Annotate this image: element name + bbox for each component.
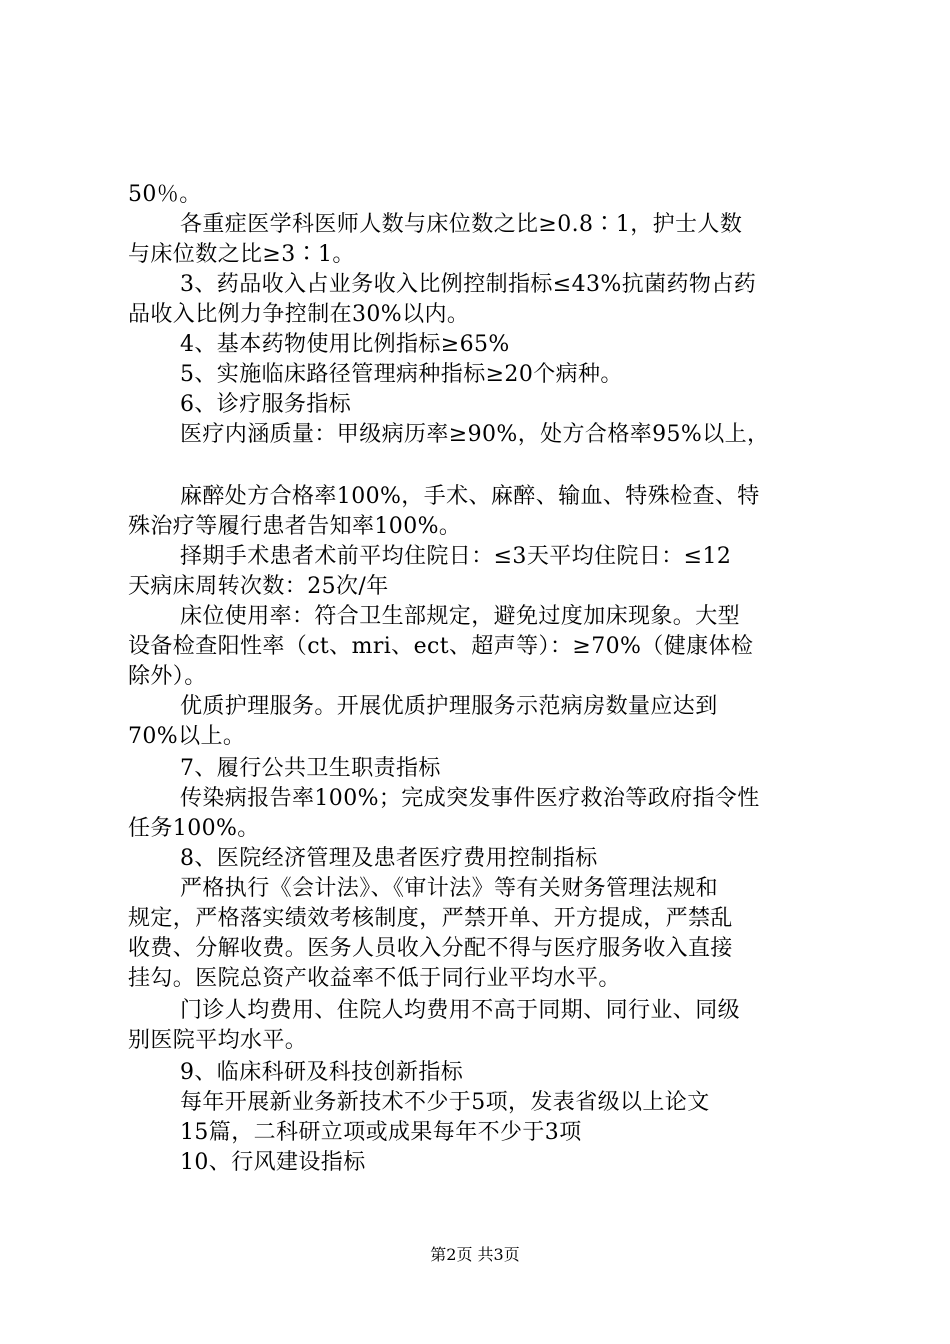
text-line: 15篇，二科研立项或成果每年不少于3项 — [180, 1120, 582, 1145]
text-line: 优质护理服务。开展优质护理服务示范病房数量应达到 — [180, 694, 718, 719]
text-line: 医疗内涵质量：甲级病历率≥90%，处方合格率95%以上， — [180, 422, 770, 447]
text-line: 殊治疗等履行患者告知率100%。 — [128, 514, 462, 539]
text-line: 各重症医学科医师人数与床位数之比≥0.8∶1，护士人数 — [180, 212, 743, 237]
page-number-footer: 第2页 共3页 — [430, 1245, 520, 1264]
text-line: 任务100%。 — [128, 816, 260, 841]
text-line: 门诊人均费用、住院人均费用不高于同期、同行业、同级 — [180, 998, 741, 1023]
text-line: 5、实施临床路径管理病种指标≥20个病种。 — [180, 362, 623, 387]
text-line: 9、临床科研及科技创新指标 — [180, 1060, 464, 1085]
text-line: 6、诊疗服务指标 — [180, 392, 352, 417]
text-line: 传染病报告率100%；完成突发事件医疗救治等政府指令性 — [180, 786, 760, 811]
text-line: 天病床周转次数：25次/年 — [128, 574, 389, 599]
text-line: 严格执行《会计法》、《审计法》等有关财务管理法规和 — [180, 876, 719, 901]
text-line: 品收入比例力争控制在30%以内。 — [128, 302, 470, 327]
text-line: 7、履行公共卫生职责指标 — [180, 756, 441, 781]
text-line: 挂勾。医院总资产收益率不低于同行业平均水平。 — [128, 966, 621, 991]
text-line: 50％。 — [128, 182, 202, 207]
text-line: 择期手术患者术前平均住院日：≤3天平均住院日：≤12 — [180, 544, 732, 569]
text-line: 别医院平均水平。 — [128, 1028, 308, 1053]
text-line: 4、基本药物使用比例指标≥65% — [180, 332, 510, 357]
text-line: 床位使用率：符合卫生部规定，避免过度加床现象。大型 — [180, 604, 741, 629]
text-line: 除外）。 — [128, 664, 207, 689]
text-line: 麻醉处方合格率100%，手术、麻醉、输血、特殊检查、特 — [180, 484, 760, 509]
text-line: 8、医院经济管理及患者医疗费用控制指标 — [180, 846, 598, 871]
text-line: 设备检查阳性率（ct、mri、ect、超声等）：≥70%（健康体检 — [128, 634, 754, 659]
text-line: 每年开展新业务新技术不少于5项，发表省级以上论文 — [180, 1090, 710, 1115]
text-line: 收费、分解收费。医务人员收入分配不得与医疗服务收入直接 — [128, 936, 733, 961]
text-line: 规定，严格落实绩效考核制度，严禁开单、开方提成，严禁乱 — [128, 906, 733, 931]
text-line: 10、行风建设指标 — [180, 1150, 366, 1175]
text-line: 与床位数之比≥3∶1。 — [128, 242, 355, 267]
text-line: 3、药品收入占业务收入比例控制指标≤43%抗菌药物占药 — [180, 272, 757, 297]
text-line: 70%以上。 — [128, 724, 246, 749]
